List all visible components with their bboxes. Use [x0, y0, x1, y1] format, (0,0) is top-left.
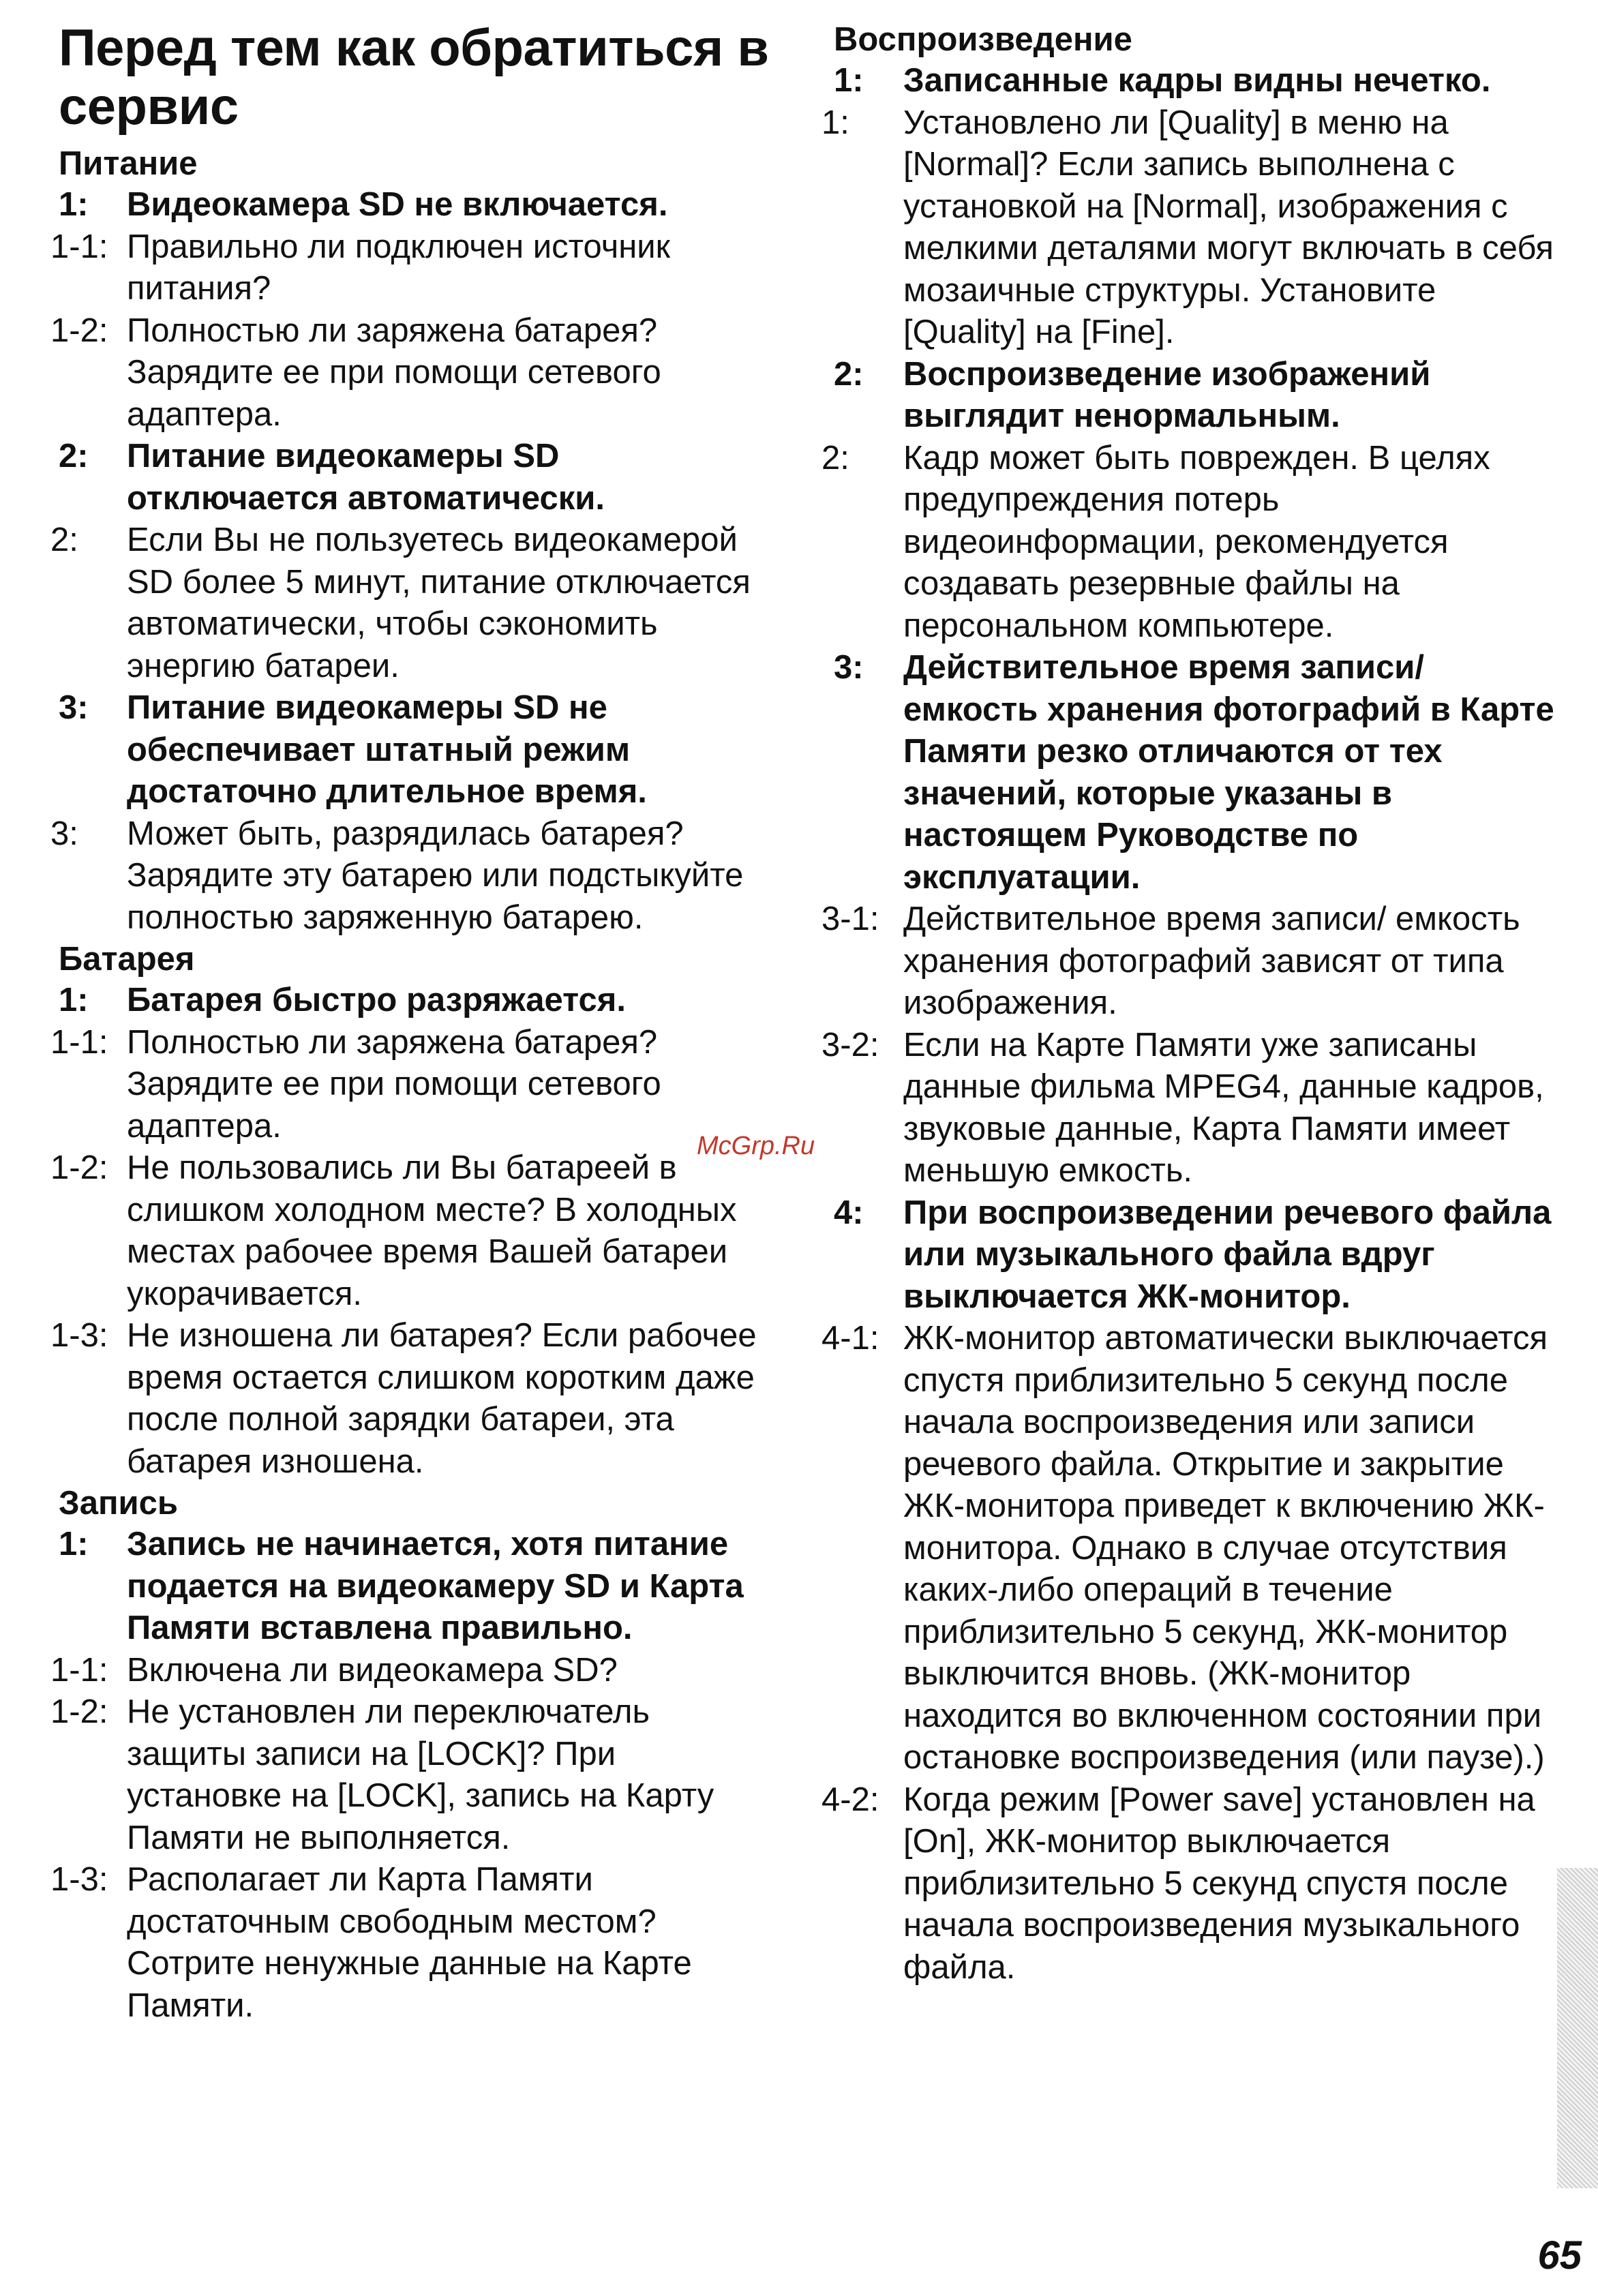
- item-number: 1:: [821, 104, 849, 141]
- solution-item: [50, 226, 773, 310]
- section-heading: Запись: [59, 1485, 179, 1522]
- solution-item: [50, 1147, 773, 1315]
- solution-item: [50, 813, 773, 939]
- item-number: 1:: [59, 1526, 89, 1562]
- item-number: 3-1:: [821, 901, 879, 937]
- item-number: 2:: [834, 355, 864, 393]
- item-number: 1-3:: [50, 1317, 108, 1354]
- item-text: Правильно ли подключен источник питания?: [127, 228, 671, 307]
- item-number: 1:: [834, 62, 864, 99]
- item-text: Питание видеокамеры SD не обеспечивает штатный режим достаточно длительное время.: [127, 689, 647, 810]
- item-number: 1-1:: [50, 1651, 108, 1689]
- item-text: Полностью ли заряжена батарея? Зарядите ее при помощи сетевого адаптера.: [127, 1023, 661, 1145]
- problem-item: [50, 980, 773, 1022]
- item-text: Если на Карте Памяти уже записаны данные фильма MPEG4, данные кадров, звуковые данные, Карта Памяти имеет меньшую емкость.: [903, 1026, 1544, 1189]
- item-text: Включена ли видеокамера SD?: [127, 1651, 618, 1689]
- right-column-body: [821, 19, 1558, 1989]
- solution-item: [821, 438, 1558, 648]
- item-text: Полностью ли заряжена батарея? Зарядите ее при помощи сетевого адаптера.: [127, 312, 661, 433]
- item-number: 1:: [59, 186, 89, 223]
- item-number: 2:: [50, 522, 78, 558]
- solution-item: [50, 1650, 773, 1692]
- item-text: Когда режим [Power save] установлен на [On], ЖК-монитор выключается приблизительно 5 секунд спустя после начала воспроизведения музыкального файла.: [903, 1781, 1535, 1986]
- problem-item: [821, 647, 1558, 898]
- item-number: 1-2:: [50, 312, 108, 349]
- item-text: Питание видеокамеры SD отключается автоматически.: [127, 438, 605, 517]
- item-text: Кадр может быть поврежден. В целях предупреждения потерь видеоинформации, рекомендуется создавать резервные файлы на персональном компьютере.: [903, 439, 1490, 644]
- item-number: 4-2:: [821, 1781, 879, 1818]
- solution-item: [821, 1318, 1558, 1779]
- section-heading: Батарея: [59, 941, 195, 978]
- item-number: 2:: [821, 439, 849, 477]
- item-number: 3:: [834, 649, 864, 686]
- problem-item: [821, 1192, 1558, 1318]
- item-number: 1-2:: [50, 1693, 108, 1730]
- item-text: Действительное время записи/ емкость хранения фотографий в Карте Памяти резко отличаются от тех значений, которые указаны в настоящем Руководстве по эксплуатации.: [903, 649, 1554, 896]
- item-text: Видеокамера SD не включается.: [127, 186, 668, 223]
- item-text: Располагает ли Карта Памяти достаточным свободным местом? Сотрите ненужные данные на Карте Памяти.: [127, 1861, 692, 2024]
- item-number: 3:: [59, 689, 89, 726]
- solution-item: [50, 310, 773, 436]
- problem-item: [50, 1524, 773, 1650]
- item-text: Не пользовались ли Вы батареей в слишком холодном месте? В холодных местах рабочее время Вашей батареи укорачивается.: [127, 1149, 737, 1312]
- left-column-body: [50, 143, 773, 2027]
- problem-item: [821, 354, 1558, 438]
- solution-item: [821, 1779, 1558, 1989]
- page-number: 65: [1537, 2233, 1582, 2278]
- item-text: Батарея быстро разряжается.: [127, 982, 626, 1018]
- item-number: 4-1:: [821, 1320, 879, 1357]
- item-text: Воспроизведение изображений выглядит ненормальным.: [903, 355, 1431, 434]
- solution-item: [50, 519, 773, 687]
- item-text: Записанные кадры видны нечетко.: [903, 62, 1491, 99]
- item-number: 3-2:: [821, 1026, 879, 1063]
- item-number: 1-3:: [50, 1861, 108, 1898]
- item-number: 3:: [50, 815, 78, 852]
- item-number: 2:: [59, 438, 89, 474]
- solution-item: [821, 1025, 1558, 1192]
- solution-item: [50, 1859, 773, 2027]
- page-title: Перед тем как обратиться в сервис: [59, 19, 769, 136]
- item-text: Если Вы не пользуетесь видеокамерой SD более 5 минут, питание отключается автоматически, чтобы сэкономить энергию батареи.: [127, 522, 751, 684]
- right-column: [821, 0, 1558, 1989]
- solution-item: [50, 1315, 773, 1483]
- item-text: При воспроизведении речевого файла или музыкального файла вдруг выключается ЖК-монитор.: [903, 1194, 1552, 1315]
- item-number: 4:: [834, 1194, 864, 1231]
- item-number: 1-1:: [50, 228, 108, 265]
- problem-item: [50, 687, 773, 813]
- item-number: 1-2:: [50, 1149, 108, 1186]
- problem-item: [821, 60, 1558, 102]
- item-text: Не изношена ли батарея? Если рабочее время остается слишком коротким даже после полной зарядки батареи, эта батарея изношена.: [127, 1317, 757, 1480]
- problem-item: [50, 436, 773, 519]
- item-text: Запись не начинается, хотя питание подается на видеокамеру SD и Карта Памяти вставлена правильно.: [127, 1526, 744, 1646]
- solution-item: [821, 102, 1558, 354]
- item-text: Действительное время записи/ емкость хранения фотографий зависят от типа изображения.: [903, 901, 1520, 1021]
- section-heading: Воспроизведение: [834, 21, 1132, 58]
- left-column: [50, 0, 773, 2027]
- item-number: 1-1:: [50, 1023, 108, 1061]
- solution-item: [821, 898, 1558, 1025]
- problem-item: [50, 184, 773, 226]
- item-text: ЖК-монитор автоматически выключается спустя приблизительно 5 секунд после начала воспроизведения или записи речевого файла. Открытие и закрытие ЖК-монитора приведет к включению ЖК-монитора. Однако в случае отсутствия каких-либо операций в течение приблизительно 5 секунд, ЖК-монитор выключится вновь. (ЖК-монитор находится во включенном состоянии при остановке воспроизведения (или паузе).): [903, 1320, 1548, 1776]
- item-text: Установлено ли [Quality] в меню на [Normal]? Если запись выполнена с установкой на [Normal], изображения с мелкими деталями могут включать в себя мозаичные структуры. Установите [Quality] на [Fine].: [903, 104, 1554, 350]
- section-heading: Питание: [59, 145, 198, 182]
- item-number: 1:: [59, 982, 89, 1018]
- scan-edge-texture: [1557, 1868, 1598, 2188]
- item-text: Может быть, разрядилась батарея? Зарядите эту батарею или подстыкуйте полностью заряженную батарею.: [127, 815, 744, 936]
- watermark: McGrp.Ru: [697, 1132, 815, 1160]
- solution-item: [50, 1022, 773, 1148]
- solution-item: [50, 1691, 773, 1859]
- item-text: Не установлен ли переключатель защиты записи на [LOCK]? При установке на [LOCK], запись на Карту Памяти не выполняется.: [127, 1693, 714, 1856]
